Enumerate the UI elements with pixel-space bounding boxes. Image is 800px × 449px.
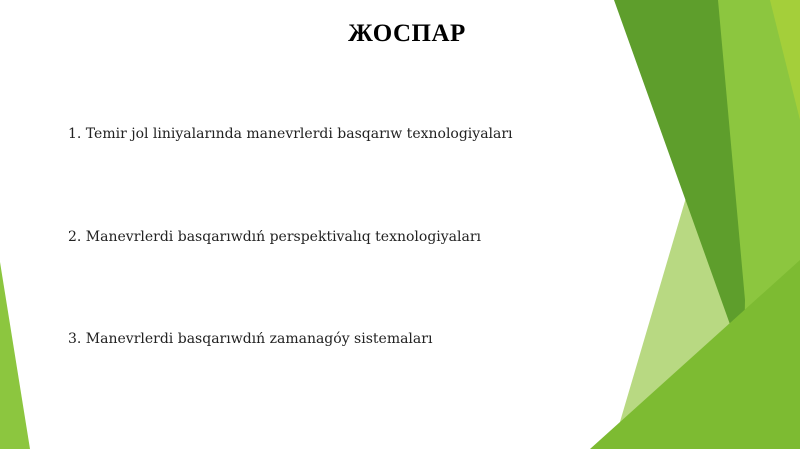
plan-item-1: 1. Temir jol liniyalarında manevrlerdi basqarıw texnologiyaları [68,126,513,142]
plan-item-3: 3. Manevrlerdi basqarıwdıń zamanagóy sistemaları [68,331,433,347]
left-green-sliver [0,262,30,449]
slide-title: ЖОСПАР [348,20,466,47]
plan-item-2: 2. Manevrlerdi basqarıwdıń perspektivalıq texnologiyaları [68,229,482,245]
